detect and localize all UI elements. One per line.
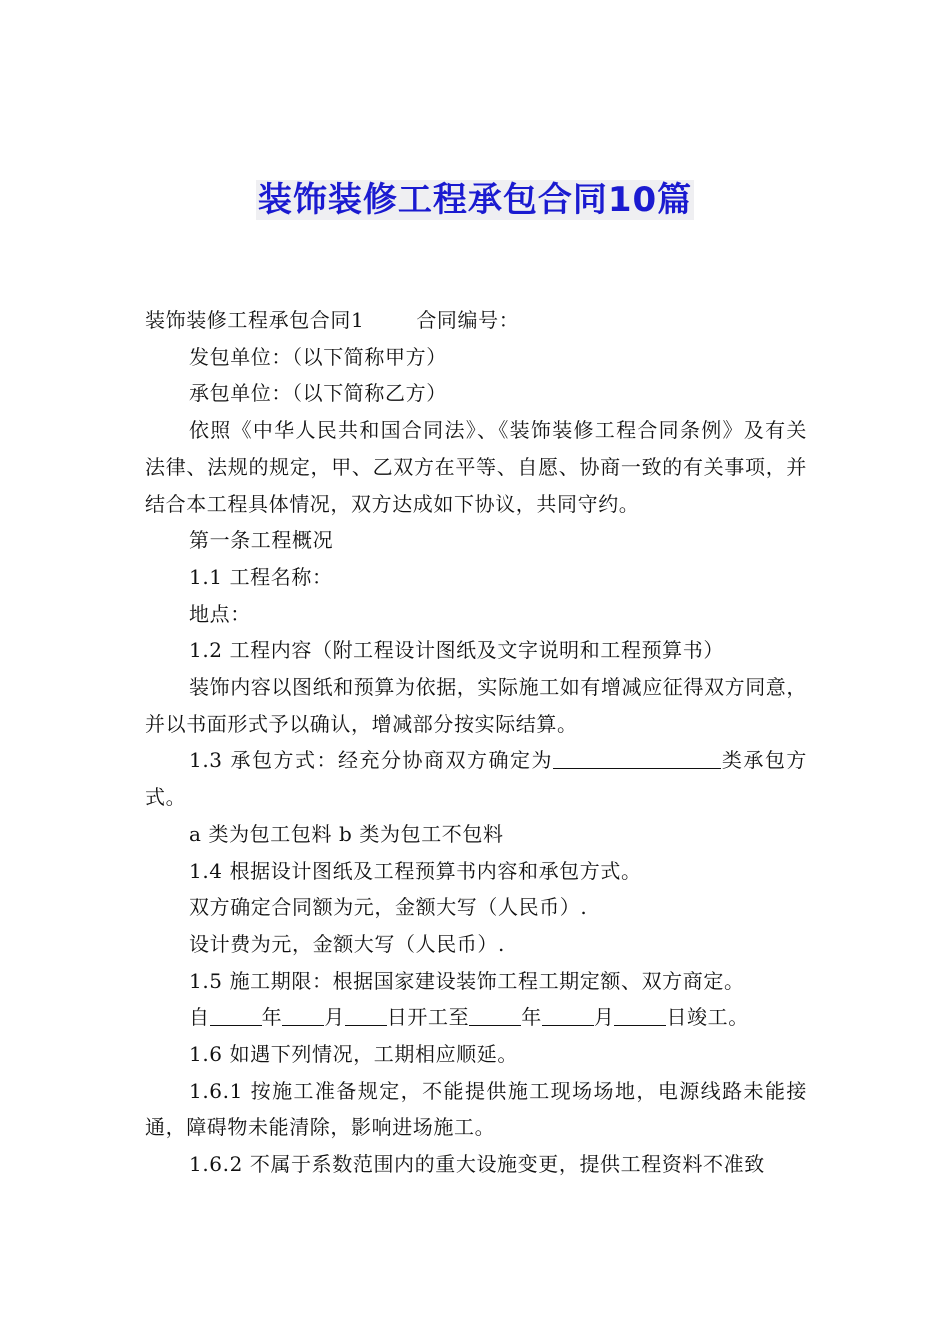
paragraph-location: 地点： [189, 601, 251, 626]
paragraph-1-3-text-b: 类承包方式。 [145, 748, 807, 810]
end-month-blank [542, 1003, 594, 1026]
paragraph-contract-types: a 类为包工包料 b 类为包工不包料 [189, 821, 504, 846]
start-day-blank [345, 1003, 387, 1026]
paragraph-1-6-2: 1.6.2 不属于系数范围内的重大设施变更，提供工程资料不准致 [189, 1152, 765, 1177]
paragraph-decoration-content: 装饰内容以图纸和预算为依据，实际施工如有增减应征得双方同意，并以书面形式予以确认，增减部分按实际结算。 [145, 675, 807, 736]
end-year-label: 年 [521, 1005, 542, 1030]
paragraph-design-fee: 设计费为元，金额大写（人民币）. [189, 931, 505, 956]
paragraph-1-4: 1.4 根据设计图纸及工程预算书内容和承包方式。 [189, 858, 642, 883]
paragraph-1-3-text-a: 1.3 承包方式：经充分协商双方确定为 [189, 748, 553, 773]
end-day-label: 日竣工。 [666, 1005, 749, 1030]
paragraph-preamble: 依照《中华人民共和国合同法》、《装饰装修工程合同条例》及有关法律、法规的规定，甲、乙双方在平等、自愿、协商一致的有关事项，并结合本工程具体情况，双方达成如下协议，共同守约。 [145, 418, 807, 516]
document-body [145, 302, 807, 1183]
paragraph-1-6-1: 1.6.1 按施工准备规定，不能提供施工现场场地，电源线路未能接通，障碍物未能清除，影响进场施工。 [145, 1078, 807, 1140]
paragraph-1-2: 1.2 工程内容（附工程设计图纸及文字说明和工程预算书） [189, 638, 724, 663]
date-from-label: 自 [189, 1005, 210, 1030]
end-year-blank [469, 1003, 521, 1026]
paragraph-date-range [145, 999, 807, 1036]
paragraph-contract-amount: 双方确定合同额为元，金额大写（人民币）. [189, 895, 588, 920]
paragraph-1-5: 1.5 施工期限：根据国家建设装饰工程工期定额、双方商定。 [189, 968, 745, 993]
month-label: 月 [324, 1005, 345, 1030]
section-heading-1: 第一条工程概况 [189, 528, 334, 553]
contract-number-label: 合同编号： [416, 308, 520, 332]
contract-type-blank [553, 746, 721, 769]
end-day-blank [614, 1003, 666, 1026]
paragraph-1-3 [145, 742, 807, 815]
year-label: 年 [261, 1005, 283, 1030]
document-title [0, 176, 950, 224]
start-day-label: 日开工至 [386, 1005, 470, 1030]
end-month-label: 月 [593, 1005, 615, 1030]
contract-heading-title: 装饰装修工程承包合同1 [145, 308, 365, 332]
start-year-blank [210, 1003, 262, 1026]
paragraph-issuer: 发包单位：（以下简称甲方） [189, 344, 447, 369]
document-title-text: 装饰装修工程承包合同10篇 [257, 180, 693, 220]
paragraph-1-1: 1.1 工程名称： [189, 564, 333, 589]
contract-heading-line [145, 302, 807, 339]
start-month-blank [282, 1003, 324, 1026]
paragraph-1-6: 1.6 如遇下列情况，工期相应顺延。 [189, 1042, 518, 1067]
paragraph-contractor: 承包单位：（以下简称乙方） [189, 381, 447, 406]
